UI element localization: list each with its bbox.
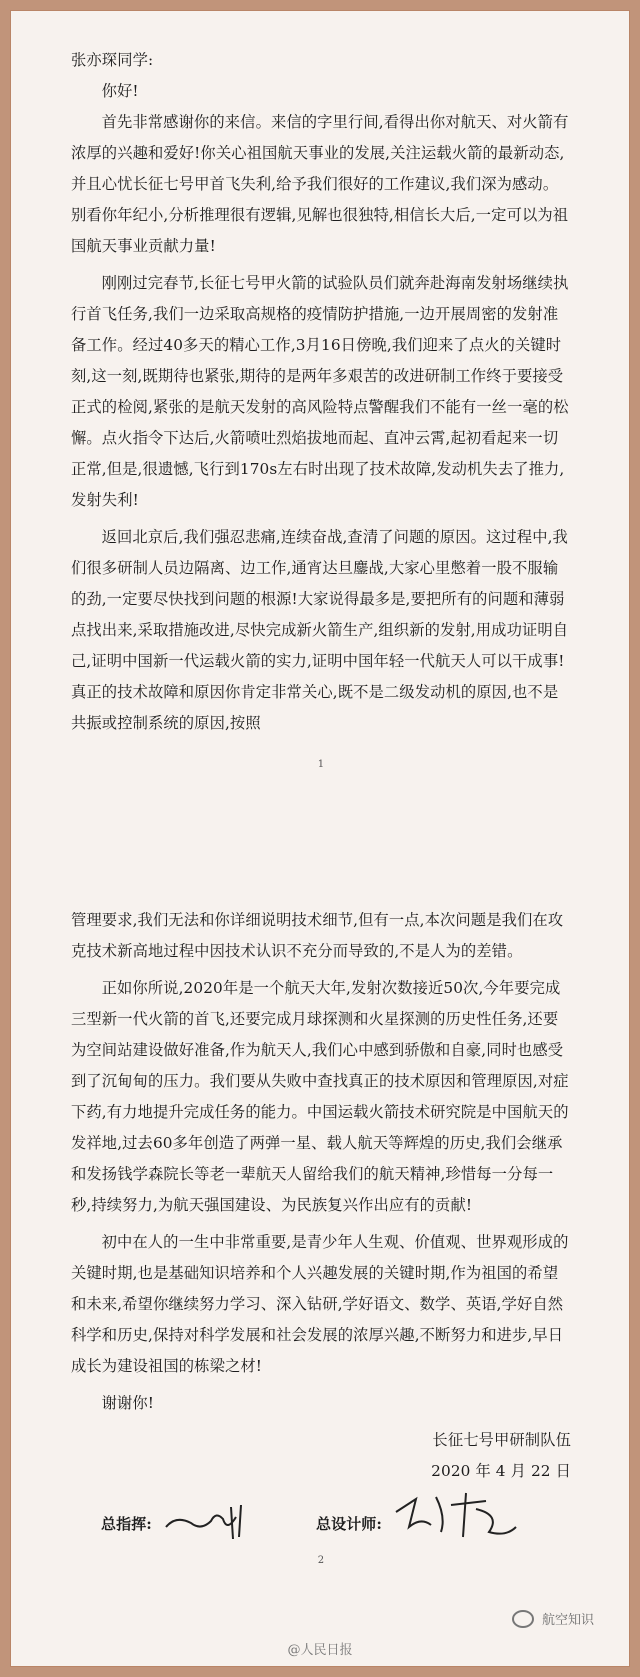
wechat-icon <box>512 1610 534 1628</box>
closing-thanks: 谢谢你! <box>101 1394 155 1412</box>
signature-row <box>71 1487 571 1566</box>
paragraph-3: 返回北京后,我们强忍悲痛,连续奋战,查清了问题的原因。这过程中,我们很多研制人员边隔离、边工作,通宵达旦鏖战,大家心里憋着一股不服输的劲,一定要尽快找到问题的根源!大家说得最多是,要把所有的问题和薄弱点找出来,采取措施改进,尽快完成新火箭生产,组织新的发射,用成功证明自己,证明中国新一代运载火箭的实力,证明中国年轻一代航天人可以干成事!真正的技术故障和原因你肯定非常关心,既不是二级发动机的原因,也不是共振或控制系统的原因,按照 <box>71 528 569 732</box>
greeting: 你好! <box>101 82 139 100</box>
paragraph-5: 正如你所说,2020年是一个航天大年,发射次数接近50次,今年要完成三型新一代火箭的首飞,还要完成月球探测和火星探测的历史性任务,还要为空间站建设做好准备,作为航天人,我们心中感到骄傲和自豪,同时也感受到了沉甸甸的压力。我们要从失败中查找真正的技术原因和管理原因,对症下药,有力地提升完成任务的能力。中国运载火箭技术研究院是中国航天的发祥地,过去60多年创造了两弹一星、载人航天等辉煌的历史,我们会继承和发扬钱学森院长等老一辈航天人留给我们的航天精神,珍惜每一分每一秒,持续努力,为航天强国建设、为民族复兴作出应有的贡献! <box>71 979 569 1214</box>
signoff-team: 长征七号甲研制队伍 <box>432 1431 571 1449</box>
letter-paper <box>10 10 630 1667</box>
page-number-1: 1 <box>317 759 325 770</box>
weibo-watermark-label: @人民日报 <box>287 1643 353 1658</box>
chief-designer-signature <box>391 1487 521 1547</box>
salutation: 张亦琛同学: <box>71 51 154 69</box>
chief-commander-label: 总指挥: <box>101 1515 152 1533</box>
wechat-watermark <box>512 1609 594 1628</box>
paragraph-1: 首先非常感谢你的来信。来信的字里行间,看得出你对航天、对火箭有浓厚的兴趣和爱好!你关心祖国航天事业的发展,关注运载火箭的最新动态,并且心忧长征七号甲首飞失利,给予我们很好的工作建议,我们深为感动。别看你年纪小,分析推理很有逻辑,见解也很独特,相信长大后,一定可以为祖国航天事业贡献力量! <box>71 113 569 255</box>
wechat-watermark-label: 航空知识 <box>541 1613 594 1628</box>
paragraph-4: 管理要求,我们无法和你详细说明技术细节,但有一点,本次问题是我们在攻克技术新高地过程中因技术认识不充分而导致的,不是人为的差错。 <box>71 911 564 960</box>
weibo-watermark <box>11 1639 629 1658</box>
chief-designer-label: 总设计师: <box>316 1515 383 1533</box>
page-number-2: 2 <box>317 1555 325 1566</box>
letter-body <box>71 45 571 1566</box>
chief-commander-signature <box>161 1497 251 1547</box>
paragraph-6: 初中在人的一生中非常重要,是青少年人生观、价值观、世界观形成的关键时期,也是基础知识培养和个人兴趣发展的关键时期,作为祖国的希望和未来,希望你继续努力学习、深入钻研,学好语文、数学、英语,学好自然科学和历史,保持对科学发展和社会发展的浓厚兴趣,不断努力和进步,早日成长为建设祖国的栋梁之材! <box>71 1233 569 1375</box>
paragraph-2: 刚刚过完春节,长征七号甲火箭的试验队员们就奔赴海南发射场继续执行首飞任务,我们一边采取高规格的疫情防护措施,一边开展周密的发射准备工作。经过40多天的精心工作,3月16日傍晚,我们迎来了点火的关键时刻,这一刻,既期待也紧张,期待的是两年多艰苦的改进研制工作终于要接受正式的检阅,紧张的是航天发射的高风险特点警醒我们不能有一丝一毫的松懈。点火指令下达后,火箭喷吐烈焰拔地而起、直冲云霄,起初看起来一切正常,但是,很遗憾,飞行到170s左右时出现了技术故障,发动机失去了推力,发射失利! <box>71 274 569 509</box>
signoff-date: 2020 年 4 月 22 日 <box>431 1462 571 1480</box>
page-break <box>71 745 571 905</box>
